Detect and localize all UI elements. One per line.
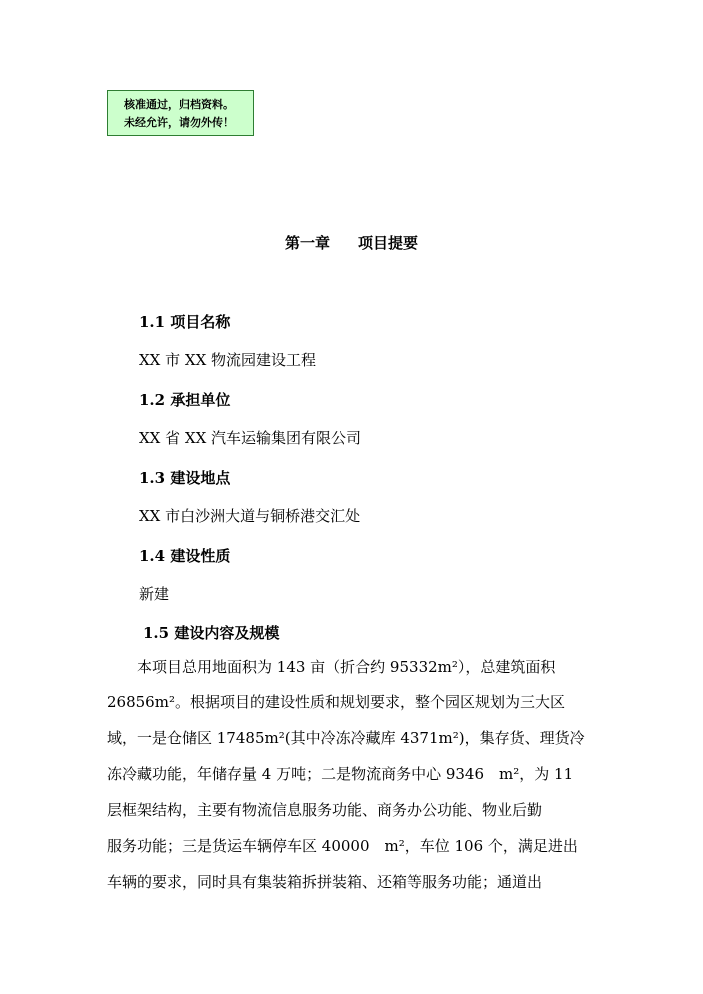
section-body: XX 市白沙洲大道与铜桥港交汇处: [139, 507, 361, 525]
section-body: 新建: [139, 585, 170, 603]
stamp-line-2: 未经允许，请勿外传！: [124, 116, 234, 129]
chapter-number: 第一章: [284, 234, 330, 252]
paragraph-line: 26856m²。根据项目的建设性质和规划要求，整个园区规划为三大区: [107, 693, 565, 711]
section-heading: 1.5 建设内容及规模: [143, 624, 280, 642]
paragraph-line: 域，一是仓储区 17485m²(其中冷冻冷藏库 4371m²)，集存货、理货冷: [107, 729, 585, 747]
chapter-name: 项目提要: [358, 234, 419, 252]
stamp-line-1: 核准通过，归档资料。: [124, 98, 234, 111]
paragraph-line: 冻冷藏功能，年储存量 4 万吨；二是物流商务中心 9346 m²，为 11: [107, 765, 574, 783]
paragraph-line: 本项目总用地面积为 143 亩（折合约 95332m²），总建筑面积: [107, 658, 556, 676]
paragraph-line: 服务功能；三是货运车辆停车区 40000 m²，车位 106 个，满足进出: [107, 837, 578, 855]
section-heading: 1.2 承担单位: [139, 391, 231, 409]
approval-stamp: [107, 90, 254, 136]
chapter-title: [0, 232, 703, 253]
section-body: XX 市 XX 物流园建设工程: [139, 351, 317, 369]
section-heading: 1.3 建设地点: [139, 469, 231, 487]
paragraph-line: 层框架结构，主要有物流信息服务功能、商务办公功能、物业后勤: [107, 801, 543, 819]
section-heading: 1.1 项目名称: [139, 313, 231, 331]
section-body: XX 省 XX 汽车运输集团有限公司: [139, 429, 362, 447]
section-heading: 1.4 建设性质: [139, 547, 231, 565]
paragraph-line: 车辆的要求，同时具有集装箱拆拼装箱、还箱等服务功能；通道出: [107, 873, 543, 891]
